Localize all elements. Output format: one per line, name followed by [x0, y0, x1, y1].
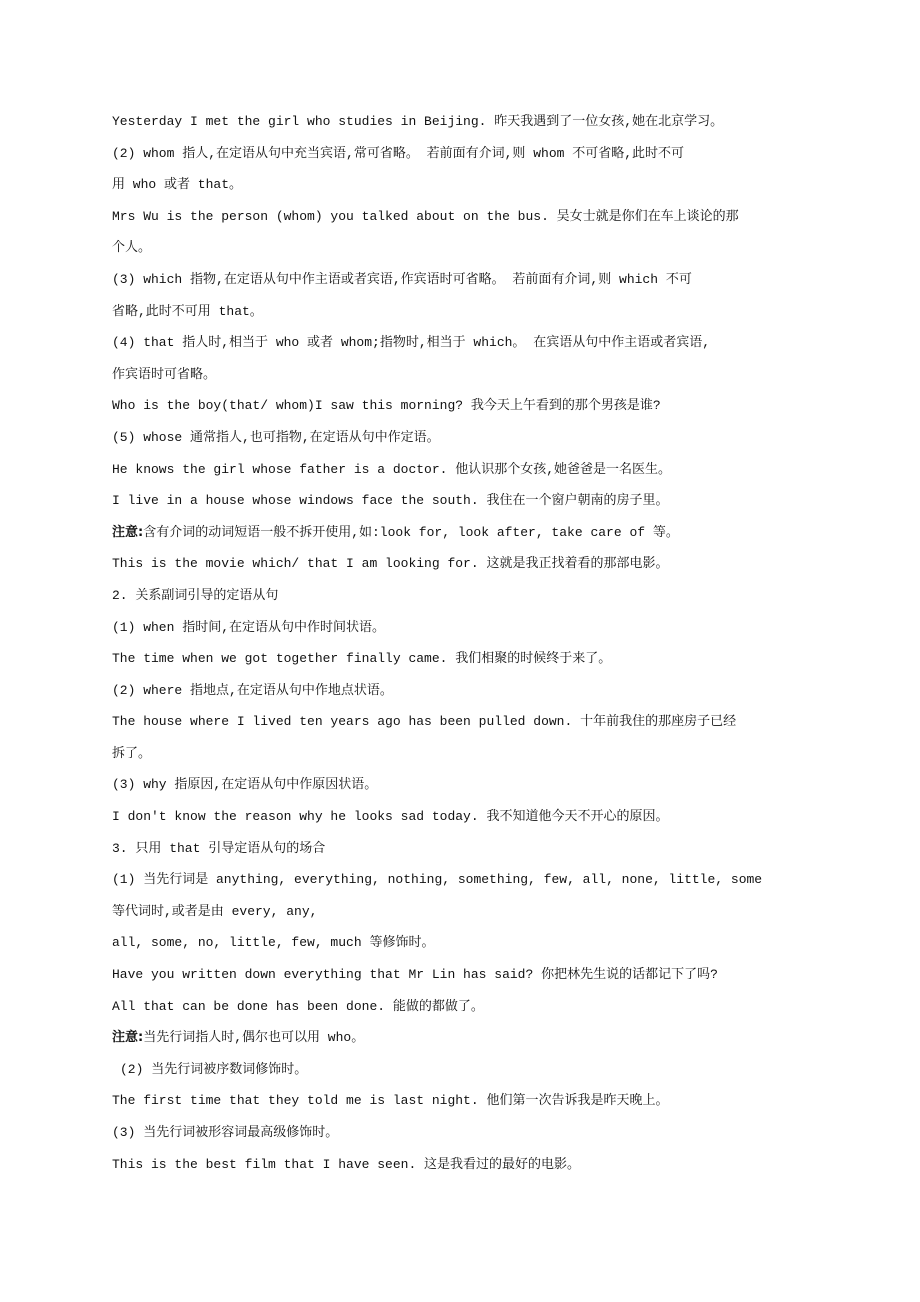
text-line: [112, 201, 812, 233]
document-body: [112, 106, 812, 1180]
line-text: (2) 当先行词被序数词修饰时。: [120, 1061, 308, 1077]
line-text: The time when we got together finally came. 我们相聚的时候终于来了。: [112, 651, 612, 667]
line-text: 2. 关系副词引导的定语从句: [112, 587, 279, 603]
line-text: The first time that they told me is last night. 他们第一次告诉我是昨天晚上。: [112, 1093, 669, 1109]
line-text: 含有介词的动词短语一般不拆开使用,如:look for, look after, take care of 等。: [143, 524, 679, 540]
line-text: Yesterday I met the girl who studies in Beijing. 昨天我遇到了一位女孩,她在北京学习。: [112, 114, 724, 129]
text-line: [112, 517, 812, 549]
line-text: All that can be done has been done. 能做的都做了。: [112, 998, 484, 1014]
text-line: [112, 390, 812, 422]
line-text: I don't know the reason why he looks sad today. 我不知道他今天不开心的原因。: [112, 809, 669, 825]
line-text: (3) 当先行词被形容词最高级修饰时。: [112, 1125, 339, 1140]
text-line: [112, 864, 812, 896]
text-line: [112, 959, 812, 991]
text-line: [112, 580, 812, 612]
text-line: [112, 801, 812, 833]
text-line: [112, 296, 812, 328]
line-text: (2) where 指地点,在定语从句中作地点状语。: [112, 682, 393, 698]
line-text: (1) 当先行词是 anything, everything, nothing, something, few, all, none, little, some: [112, 872, 763, 888]
text-line: [112, 138, 812, 170]
text-line: [112, 1085, 812, 1117]
text-line: [112, 264, 812, 296]
line-text: I live in a house whose windows face the south. 我住在一个窗户朝南的房子里。: [112, 493, 669, 509]
line-text: (3) which 指物,在定语从句中作主语或者宾语,作宾语时可省略。 若前面有介词,则 which 不可: [112, 271, 692, 287]
line-text: (4) that 指人时,相当于 who 或者 whom;指物时,相当于 which。 在宾语从句中作主语或者宾语,: [112, 335, 711, 351]
text-line: [112, 232, 812, 264]
text-line: [112, 1117, 812, 1149]
text-line: [112, 675, 812, 707]
text-line: [112, 769, 812, 801]
text-line: [112, 833, 812, 865]
line-text: all, some, no, little, few, much 等修饰时。: [112, 935, 435, 951]
text-line: [112, 1022, 812, 1054]
line-text: 作宾语时可省略。: [112, 366, 217, 382]
line-text: He knows the girl whose father is a doctor. 他认识那个女孩,她爸爸是一名医生。: [112, 461, 672, 477]
text-line: [112, 1054, 812, 1086]
text-line: [112, 327, 812, 359]
line-text: Mrs Wu is the person (whom) you talked about on the bus. 吴女士就是你们在车上谈论的那: [112, 208, 739, 224]
text-line: [112, 169, 812, 201]
line-text: Who is the boy(that/ whom)I saw this morning? 我今天上午看到的那个男孩是谁?: [112, 398, 661, 414]
line-text: The house where I lived ten years ago has been pulled down. 十年前我住的那座房子已经: [112, 714, 737, 730]
text-line: [112, 927, 812, 959]
line-text: (5) whose 通常指人,也可指物,在定语从句中作定语。: [112, 429, 440, 445]
line-text: (3) why 指原因,在定语从句中作原因状语。: [112, 777, 378, 793]
text-line: [112, 548, 812, 580]
line-text: (1) when 指时间,在定语从句中作时间状语。: [112, 619, 386, 635]
line-text: 拆了。: [112, 745, 152, 761]
note-label: 注意:: [112, 524, 144, 540]
text-line: [112, 1149, 812, 1181]
text-line: [112, 359, 812, 391]
text-line: [112, 706, 812, 738]
line-text: 3. 只用 that 引导定语从句的场合: [112, 840, 326, 856]
line-text: 等代词时,或者是由 every, any,: [112, 903, 318, 919]
line-text: 用 who 或者 that。: [112, 177, 243, 193]
line-text: (2) whom 指人,在定语从句中充当宾语,常可省略。 若前面有介词,则 whom 不可省略,此时不可: [112, 145, 685, 161]
line-text: Have you written down everything that Mr Lin has said? 你把林先生说的话都记下了吗?: [112, 967, 718, 983]
text-line: [112, 643, 812, 675]
text-line: [112, 738, 812, 770]
line-text: 省略,此时不可用 that。: [112, 303, 263, 319]
text-line: [112, 896, 812, 928]
text-line: [112, 106, 812, 138]
text-line: [112, 454, 812, 486]
note-label: 注意:: [112, 1030, 144, 1046]
text-line: [112, 422, 812, 454]
text-line: [112, 612, 812, 644]
text-line: [112, 991, 812, 1023]
text-line: [112, 485, 812, 517]
line-text: 当先行词指人时,偶尔也可以用 who。: [143, 1030, 365, 1046]
line-text: This is the best film that I have seen. 这是我看过的最好的电影。: [112, 1156, 581, 1172]
line-text: 个人。: [112, 240, 152, 256]
line-text: This is the movie which/ that I am looking for. 这就是我正找着看的那部电影。: [112, 556, 669, 572]
